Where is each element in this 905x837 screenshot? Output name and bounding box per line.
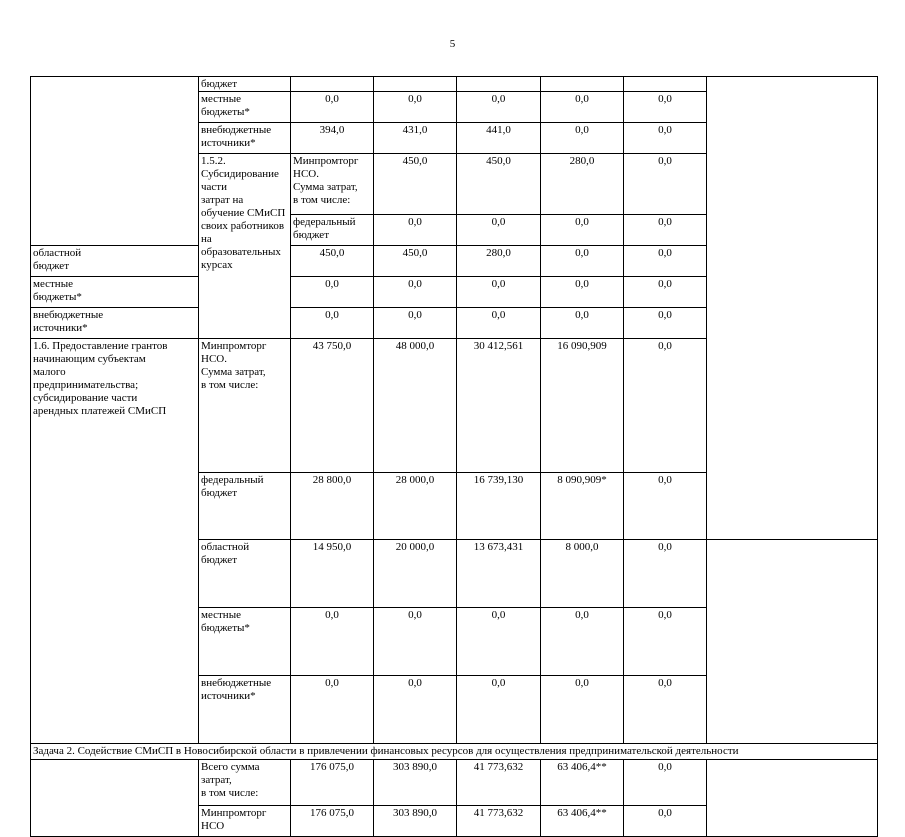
table-cell: 0,0 bbox=[624, 472, 707, 540]
table-cell: областной бюджет bbox=[31, 246, 199, 277]
table-cell: 1.6. Предоставление грантов начинающим субъектам малого предпринимательства; субсидирование части арендных платежей СМиСП bbox=[31, 339, 199, 744]
table-cell: 0,0 bbox=[541, 123, 624, 154]
table-cell: Минпромторг НСО. Сумма затрат, в том числе: bbox=[291, 154, 374, 215]
table-cell: областной бюджет bbox=[199, 540, 291, 608]
table-cell: 0,0 bbox=[624, 540, 707, 608]
table-cell: 0,0 bbox=[624, 246, 707, 277]
table-cell: 303 890,0 bbox=[374, 806, 457, 837]
table-cell: бюджет bbox=[199, 77, 291, 92]
table-cell: 0,0 bbox=[624, 676, 707, 744]
table-cell bbox=[31, 760, 199, 837]
table-cell: 450,0 bbox=[291, 246, 374, 277]
table-cell: 431,0 bbox=[374, 123, 457, 154]
table-cell: 63 406,4** bbox=[541, 806, 624, 837]
table-cell: 0,0 bbox=[374, 676, 457, 744]
table-cell: 0,0 bbox=[541, 246, 624, 277]
table-cell bbox=[624, 77, 707, 92]
table-cell: 0,0 bbox=[624, 277, 707, 308]
table-cell: 0,0 bbox=[624, 608, 707, 676]
table-cell bbox=[374, 77, 457, 92]
table-cell: 43 750,0 bbox=[291, 339, 374, 473]
table-cell: 0,0 bbox=[457, 277, 541, 308]
table-cell: 0,0 bbox=[624, 123, 707, 154]
table-cell: 0,0 bbox=[291, 608, 374, 676]
table-cell: 13 673,431 bbox=[457, 540, 541, 608]
table-cell: местные бюджеты* bbox=[199, 608, 291, 676]
budget-table bbox=[30, 76, 878, 837]
table-cell: 16 739,130 bbox=[457, 472, 541, 540]
table-cell: местные бюджеты* bbox=[31, 277, 199, 308]
table-cell: 0,0 bbox=[374, 92, 457, 123]
table-cell: 41 773,632 bbox=[457, 806, 541, 837]
table-cell: 0,0 bbox=[457, 608, 541, 676]
table-cell: 0,0 bbox=[291, 308, 374, 339]
table-cell: Задача 2. Содействие СМиСП в Новосибирской области в привлечении финансовых ресурсов для осуществления предпринимательской деятельности bbox=[31, 744, 878, 760]
table-cell: Минпромторг НСО bbox=[199, 806, 291, 837]
table-cell bbox=[541, 77, 624, 92]
table-cell: внебюджетные источники* bbox=[199, 676, 291, 744]
table-cell: 0,0 bbox=[291, 92, 374, 123]
table-cell: Минпромторг НСО. Сумма затрат, в том числе: bbox=[199, 339, 291, 473]
table-cell: 0,0 bbox=[291, 676, 374, 744]
table-cell: 48 000,0 bbox=[374, 339, 457, 473]
table-cell: 0,0 bbox=[374, 308, 457, 339]
table-cell: 30 412,561 bbox=[457, 339, 541, 473]
table-row bbox=[31, 760, 878, 806]
table-cell: 0,0 bbox=[624, 215, 707, 246]
table-cell: 441,0 bbox=[457, 123, 541, 154]
table-cell bbox=[31, 77, 199, 246]
table-cell: 394,0 bbox=[291, 123, 374, 154]
table-cell: 0,0 bbox=[624, 806, 707, 837]
table-cell: 450,0 bbox=[374, 246, 457, 277]
table-cell: 0,0 bbox=[624, 154, 707, 215]
table-cell: местные бюджеты* bbox=[199, 92, 291, 123]
table-cell: 28 000,0 bbox=[374, 472, 457, 540]
table-cell: 303 890,0 bbox=[374, 760, 457, 806]
table-cell: 0,0 bbox=[457, 308, 541, 339]
table-cell: 0,0 bbox=[541, 608, 624, 676]
table-cell: 0,0 bbox=[291, 277, 374, 308]
table-row bbox=[31, 744, 878, 760]
table-cell: 1.5.2. Субсидирование части затрат на обучение СМиСП своих работников на образовательных курсах bbox=[199, 154, 291, 339]
table-cell: 0,0 bbox=[541, 215, 624, 246]
table-cell bbox=[707, 77, 878, 540]
table-cell: 0,0 bbox=[374, 608, 457, 676]
table-cell: внебюджетные источники* bbox=[199, 123, 291, 154]
table-cell: 0,0 bbox=[624, 308, 707, 339]
table-cell: 0,0 bbox=[457, 676, 541, 744]
table-cell: 16 090,909 bbox=[541, 339, 624, 473]
table-cell: 0,0 bbox=[541, 277, 624, 308]
table-cell: 0,0 bbox=[624, 760, 707, 806]
table-cell: федеральный бюджет bbox=[291, 215, 374, 246]
table-cell: 8 090,909* bbox=[541, 472, 624, 540]
table-cell bbox=[457, 77, 541, 92]
table-cell: 0,0 bbox=[624, 339, 707, 473]
table-cell: 0,0 bbox=[457, 215, 541, 246]
table-cell: 0,0 bbox=[541, 308, 624, 339]
table-cell: 0,0 bbox=[374, 277, 457, 308]
table-cell: федеральный бюджет bbox=[199, 472, 291, 540]
table-cell: 28 800,0 bbox=[291, 472, 374, 540]
table-cell bbox=[707, 760, 878, 837]
table-cell: 176 075,0 bbox=[291, 806, 374, 837]
table-cell: 63 406,4** bbox=[541, 760, 624, 806]
table-cell: 0,0 bbox=[541, 676, 624, 744]
table-cell: 0,0 bbox=[624, 92, 707, 123]
table-cell: 0,0 bbox=[457, 92, 541, 123]
table-cell: 450,0 bbox=[457, 154, 541, 215]
table-cell: 280,0 bbox=[457, 246, 541, 277]
table-cell: 176 075,0 bbox=[291, 760, 374, 806]
table-cell: 20 000,0 bbox=[374, 540, 457, 608]
table-cell: 0,0 bbox=[374, 215, 457, 246]
table-cell: 450,0 bbox=[374, 154, 457, 215]
table-cell: 280,0 bbox=[541, 154, 624, 215]
table-cell: Всего сумма затрат, в том числе: bbox=[199, 760, 291, 806]
table-cell: 8 000,0 bbox=[541, 540, 624, 608]
table-cell: 41 773,632 bbox=[457, 760, 541, 806]
table-cell: 14 950,0 bbox=[291, 540, 374, 608]
table-row bbox=[31, 77, 878, 92]
page-number: 5 bbox=[449, 38, 456, 50]
table-cell: 0,0 bbox=[541, 92, 624, 123]
table-cell: внебюджетные источники* bbox=[31, 308, 199, 339]
table-cell bbox=[291, 77, 374, 92]
